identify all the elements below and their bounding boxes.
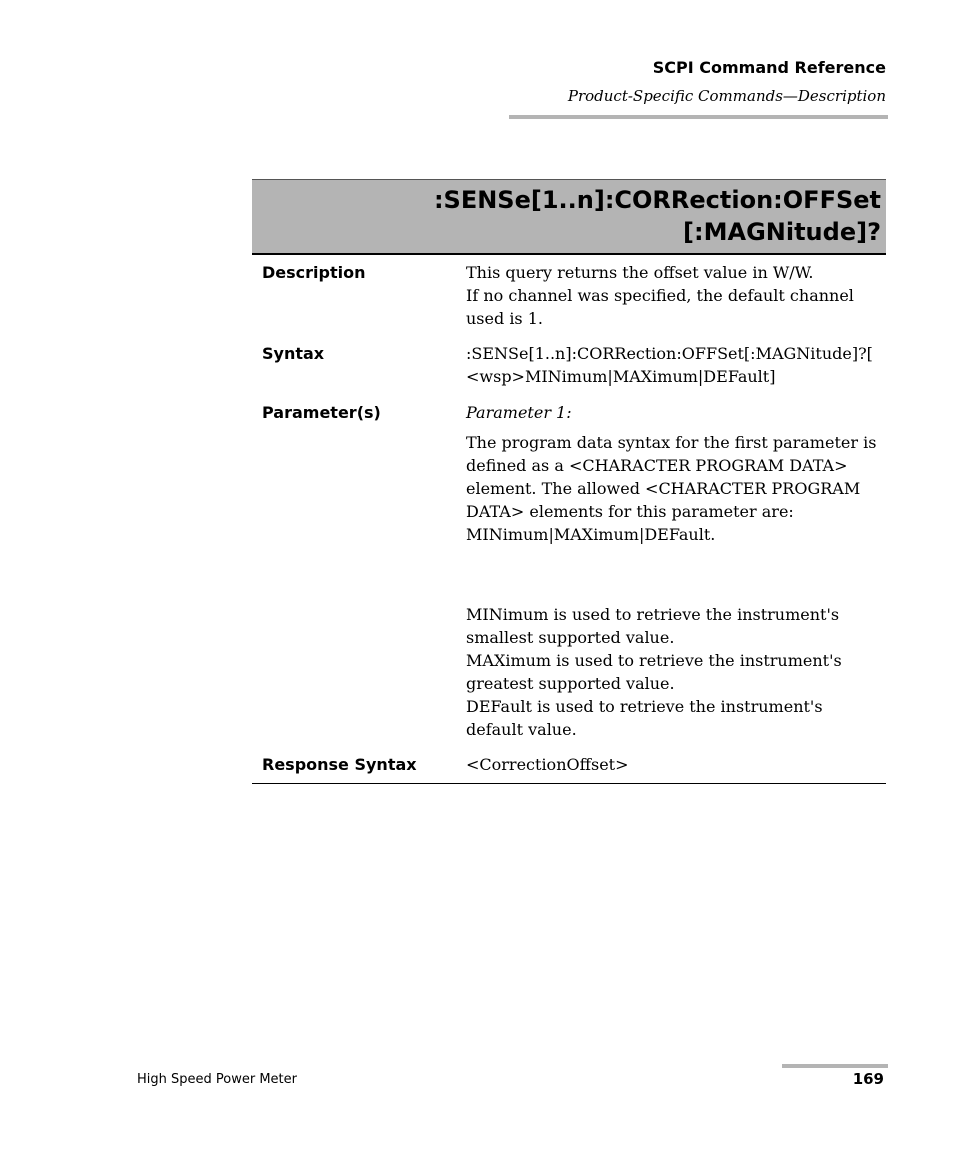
footer-manual-title: High Speed Power Meter [137,1072,297,1087]
header-rule [509,115,888,119]
parameter-definition-line: MINimum|MAXimum|DEFault. [466,525,716,544]
parameter-values-line: smallest supported value. [466,628,675,647]
parameter-definition-line: DATA> elements for this parameter are: [466,502,794,521]
command-title [434,184,881,248]
response-syntax-label: Response Syntax [262,755,417,774]
command-title-line-2: [:MAGNitude]? [683,218,881,246]
description-label: Description [262,263,366,282]
parameter-definition-line: The program data syntax for the first parameter is [466,433,877,452]
command-title-band [252,179,886,255]
syntax-label: Syntax [262,344,325,363]
parameter-values-line: greatest supported value. [466,674,675,693]
description-text [466,261,884,330]
page-number: 169 [852,1070,884,1088]
response-syntax-value: <CorrectionOffset> [466,755,629,774]
parameters-label: Parameter(s) [262,403,381,422]
syntax-line: :SENSe[1..n]:CORRection:OFFSet[:MAGNitude]?[ [466,344,873,363]
header-title: SCPI Command Reference [652,58,886,77]
parameter-definition [466,431,884,546]
footer-rule [782,1064,888,1068]
parameter-definition-line: element. The allowed <CHARACTER PROGRAM [466,479,861,498]
header-subtitle: Product-Specific Commands—Description [567,87,886,105]
description-line: used is 1. [466,309,543,328]
table-end-rule [252,783,886,784]
description-line: If no channel was specified, the default channel [466,286,854,305]
syntax-line: <wsp>MINimum|MAXimum|DEFault] [466,367,776,386]
parameter-values-line: default value. [466,720,577,739]
parameter-definition-line: defined as a <CHARACTER PROGRAM DATA> [466,456,848,475]
parameter-values-line: MAXimum is used to retrieve the instrument's [466,651,842,670]
syntax-text [466,342,884,388]
parameter-values [466,603,884,741]
parameter-heading: Parameter 1: [466,403,572,422]
description-line: This query returns the offset value in W/W. [466,263,814,282]
parameter-values-line: DEFault is used to retrieve the instrument's [466,697,823,716]
command-title-line-1: :SENSe[1..n]:CORRection:OFFSet [433,186,881,214]
parameter-values-line: MINimum is used to retrieve the instrument's [466,605,840,624]
